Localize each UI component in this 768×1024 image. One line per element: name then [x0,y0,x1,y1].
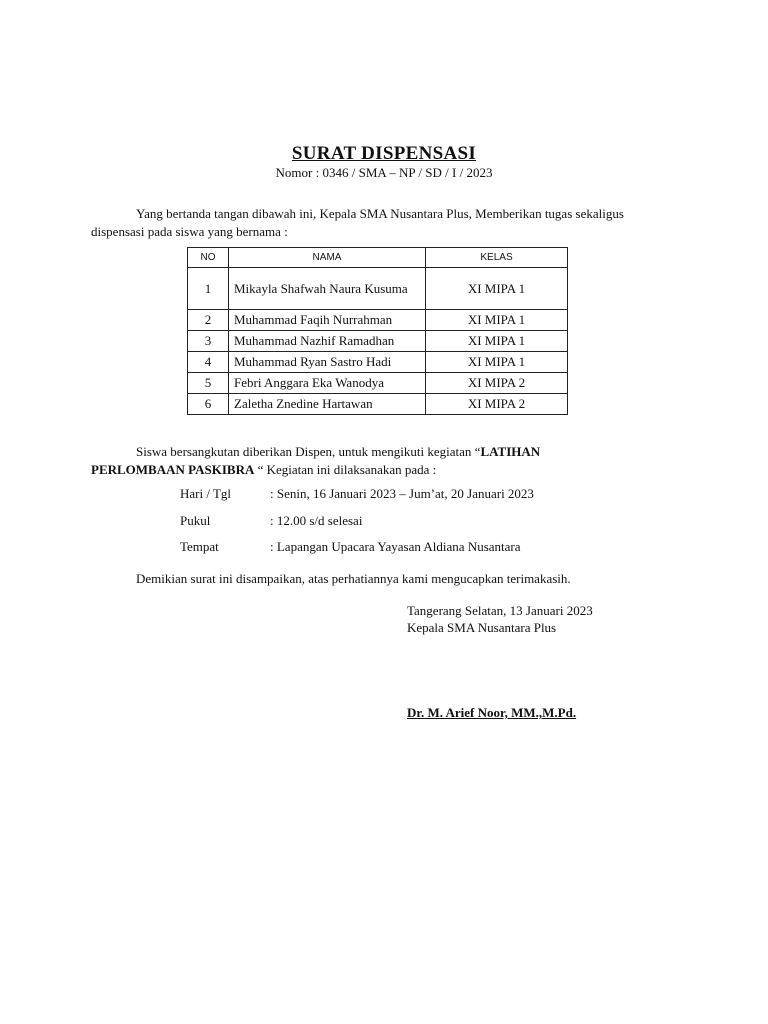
place-date: Tangerang Selatan, 13 Januari 2023 [407,603,593,618]
table-row [188,373,568,394]
activity-text-after: “ Kegiatan ini dilaksanakan pada : [254,462,437,477]
header-nama: NAMA [229,248,426,268]
cell-nama: Muhammad Faqih Nurrahman [229,310,426,331]
activity-paragraph [91,443,631,479]
signer-name: Dr. M. Arief Noor, MM.,M.Pd. [407,705,577,720]
cell-no: 4 [188,352,229,373]
detail-row-day [180,486,534,502]
student-table [187,247,568,415]
detail-label: Hari / Tgl [180,486,232,501]
activity-text-before: Siswa bersangkutan diberikan Dispen, untuk mengikuti kegiatan “ [136,444,481,459]
event-name: LATIHAN PERLOMBAAN PASKIBRA [91,444,541,477]
signer-position: Kepala SMA Nusantara Plus [407,620,557,635]
cell-kelas: XI MIPA 1 [426,352,568,373]
cell-no: 2 [188,310,229,331]
detail-value: : Senin, 16 Januari 2023 – Jum’at, 20 Januari 2023 [270,486,534,501]
cell-no: 1 [188,268,229,310]
detail-value: : 12.00 s/d selesai [270,513,363,528]
letter-title: SURAT DISPENSASI [291,143,477,164]
cell-no: 3 [188,331,229,352]
cell-nama: Zaletha Znedine Hartawan [229,394,426,415]
cell-nama: Muhammad Nazhif Ramadhan [229,331,426,352]
cell-kelas: XI MIPA 1 [426,268,568,310]
letter-number: Nomor : 0346 / SMA – NP / SD / I / 2023 [275,165,493,180]
detail-label: Tempat [180,539,219,554]
detail-row-place [180,539,521,555]
header-kelas: KELAS [426,248,568,268]
intro-paragraph [91,205,651,241]
table-row [188,352,568,373]
table-row [188,394,568,415]
cell-kelas: XI MIPA 2 [426,373,568,394]
table-row [188,310,568,331]
detail-row-time [180,513,362,529]
table-header-row [188,248,568,268]
intro-text: Yang bertanda tangan dibawah ini, Kepala SMA Nusantara Plus, Memberikan tugas sekaligus dispensasi pada siswa yang bernama : [91,206,624,239]
cell-nama: Mikayla Shafwah Naura Kusuma [229,268,426,310]
cell-kelas: XI MIPA 1 [426,331,568,352]
detail-label: Pukul [180,513,211,528]
header-no: NO [188,248,229,268]
cell-nama: Febri Anggara Eka Wanodya [229,373,426,394]
closing-text: Demikian surat ini disampaikan, atas perhatiannya kami mengucapkan terimakasih. [136,571,571,586]
detail-value: : Lapangan Upacara Yayasan Aldiana Nusantara [270,539,521,554]
cell-nama: Muhammad Ryan Sastro Hadi [229,352,426,373]
table-row [188,331,568,352]
table-row [188,268,568,310]
cell-kelas: XI MIPA 2 [426,394,568,415]
cell-no: 6 [188,394,229,415]
cell-no: 5 [188,373,229,394]
cell-kelas: XI MIPA 1 [426,310,568,331]
